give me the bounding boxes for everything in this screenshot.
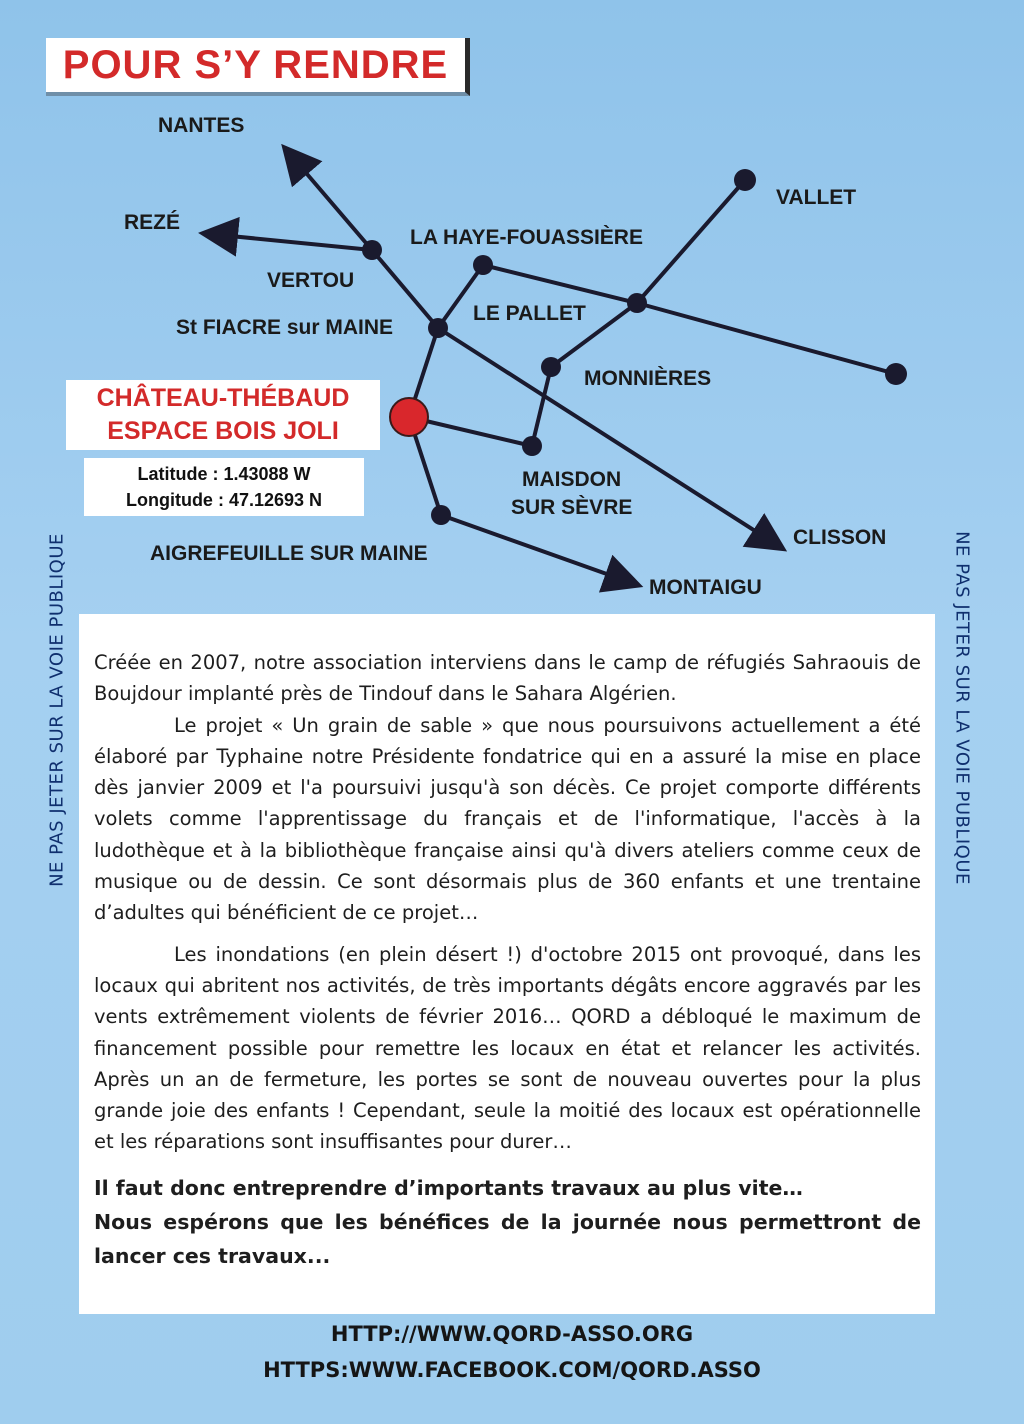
node-pallet <box>627 293 647 313</box>
road-vertou-reze <box>210 234 372 250</box>
node-aigrefeuille <box>431 505 451 525</box>
label-vallet: VALLET <box>776 186 857 209</box>
label-le-pallet: LE PALLET <box>473 302 586 325</box>
label-maisdon: MAISDON <box>522 468 622 491</box>
road-pallet-vallet <box>637 180 745 303</box>
label-montaigu: MONTAIGU <box>649 576 762 599</box>
side-notice-right: NE PAS JETER SUR LA VOIE PUBLIQUE <box>951 531 973 885</box>
node-lahaye <box>473 255 493 275</box>
node-monnieres <box>541 357 561 377</box>
association-text-panel <box>79 614 935 1314</box>
website-link[interactable]: HTTP://WWW.QORD-ASSO.ORG <box>330 1322 694 1346</box>
node-vallet <box>734 169 756 191</box>
label-sur-sevre: SUR SÈVRE <box>511 496 633 519</box>
node-vertou <box>362 240 382 260</box>
side-notice-left: NE PAS JETER SUR LA VOIE PUBLIQUE <box>46 533 68 887</box>
node-maisdon <box>522 436 542 456</box>
paragraph-floods: Les inondations (en plein désert !) d'octobre 2015 ont provoqué, dans les locaux qui abritent nos activités, de très importants dégâts encore aggravés par les vents extrêmement violents de février 2016… QORD a débloqué le maximum de financement possible pour remettre les locaux en état et relancer les activités. Après un an de fermeture, les portes se sont de nouveau ouvertes pour la plus grande joie des enfants ! Cependant, seule la moitié des locaux est opérationnelle et les réparations sont insuffisantes pour durer… <box>94 942 921 1154</box>
destination-venue: ESPACE BOIS JOLI <box>107 417 339 445</box>
label-monnieres: MONNIÈRES <box>584 367 712 390</box>
label-aigrefeuille: AIGREFEUILLE SUR MAINE <box>150 542 428 565</box>
road-monnieres-maisdon <box>532 367 551 446</box>
road-aigrefeuille-montaigu <box>441 515 632 583</box>
paragraph-intro: Créée en 2007, notre association interviens dans le camp de réfugiés Sahraouis de Boujdour implanté près de Tindouf dans le Sahara Algérien. <box>94 651 921 706</box>
call-to-action-1: Il faut donc entreprendre d’importants travaux au plus vite… <box>94 1175 803 1200</box>
destination-name: CHÂTEAU-THÉBAUD <box>96 384 350 412</box>
label-st-fiacre: St FIACRE sur MAINE <box>176 316 394 339</box>
label-clisson: CLISSON <box>793 526 887 549</box>
coordinates-box <box>84 458 364 516</box>
node-stfiacre <box>428 318 448 338</box>
page-title: POUR S’Y RENDRE <box>62 42 449 87</box>
label-nantes: NANTES <box>158 114 245 137</box>
latitude-text: Latitude : 1.43088 W <box>137 464 311 484</box>
road-pallet-east <box>637 303 896 374</box>
destination-box <box>66 380 380 450</box>
chateau-thebaud-marker <box>390 398 428 436</box>
label-reze: REZÉ <box>124 211 181 234</box>
call-to-action-2: Nous espérons que les bénéfices de la journée nous permettront de lancer ces travaux... <box>94 1209 921 1268</box>
facebook-link[interactable]: HTTPS:WWW.FACEBOOK.COM/QORD.ASSO <box>263 1358 761 1382</box>
node-east <box>885 363 907 385</box>
paragraph-project: Le projet « Un grain de sable » que nous poursuivons actuellement a été élaboré par Typhaine notre Présidente fondatrice qui en a assuré la mise en place dès janvier 2009 et l'a poursuivi jusqu'à son décès. Ce projet comporte différents volets comme l'apprentissage du français et de l'informatique, l'accès à la ludothèque et à la bibliothèque française ainsi qu'à divers ateliers comme ceux de musique ou de dessin. Ce sont désormais plus de 360 enfants et une trentaine d’adultes qui bénéficient de ce projet… <box>94 713 921 925</box>
label-vertou: VERTOU <box>267 269 355 292</box>
road-vertou-nantes <box>289 153 372 250</box>
label-la-haye: LA HAYE-FOUASSIÈRE <box>410 226 643 249</box>
road-lahaye-pallet <box>483 265 637 303</box>
longitude-text: Longitude : 47.12693 N <box>125 490 323 510</box>
